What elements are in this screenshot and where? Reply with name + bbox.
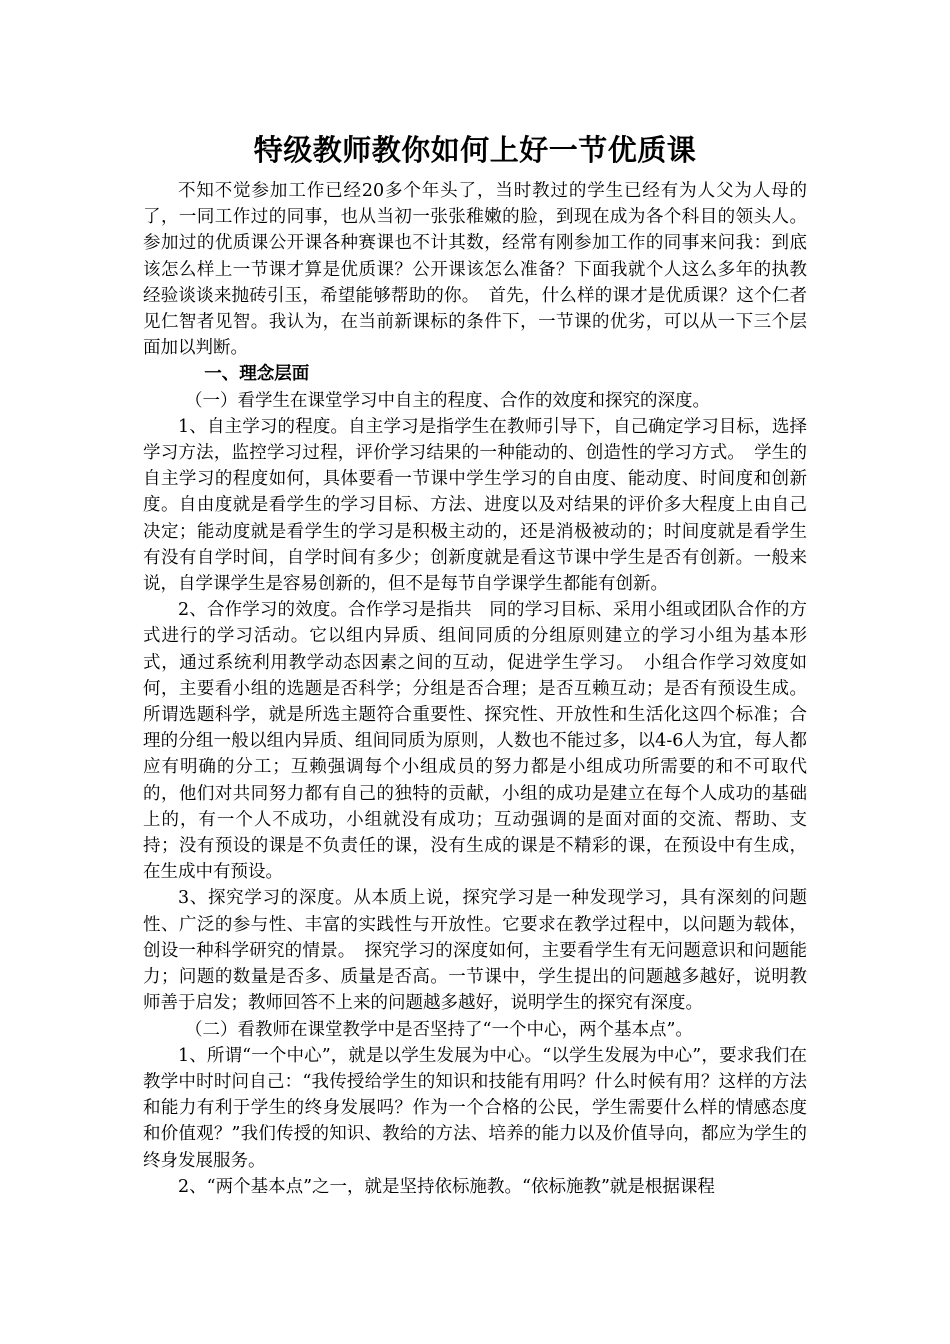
paragraph-self-learning: 1、自主学习的程度。自主学习是指学生在教师引导下，自己确定学习目标，选择学习方法，监控学习过程，评价学习结果的一种能动的、创造性的学习方式。 学生的自主学习的程度如何，具体要看一节课中学生学习的自由度、能动度、时间度和创新度。自由度就是看学生的学习目标、方法、进度以及对结果的评价多大程度上由自己决定；能动度就是看学生的学习是积极主动的，还是消极被动的；时间度就是看学生有没有自学时间，自学时间有多少；创新度就是看这节课中学生是否有创新。一般来说，自学课学生是容易创新的，但不是每节自学课学生都能有创新。 bbox=[143, 416, 807, 595]
paragraph-two-points: 2、“两个基本点”之一，就是坚持依标施教。“依标施教”就是根据课程 bbox=[178, 1176, 715, 1197]
document-title: 特级教师教你如何上好一节优质课 bbox=[253, 133, 697, 167]
document-body bbox=[143, 178, 807, 1200]
subsection-heading-1: （一）看学生在课堂学习中自主的程度、合作的效度和探究的深度。 bbox=[185, 390, 710, 411]
section-heading-concept: 一、理念层面 bbox=[204, 364, 310, 385]
paragraph-cooperative-learning: 2、合作学习的效度。合作学习是指共 同的学习目标、采用小组或团队合作的方式进行的学习活动。它以组内异质、组间同质的分组原则建立的学习小组为基本形式，通过系统利用教学动态因素之间的互动，促进学生学习。 小组合作学习效度如何，主要看小组的选题是否科学；分组是否合理；是否互赖互动；是否有预设生成。所谓选题科学，就是所选主题符合重要性、探究性、开放性和生活化这四个标准；合理的分组一般以组内异质、组间同质为原则，人数也不能过多，以4-6人为宜，每人都应有明确的分工；互赖强调每个小组成员的努力都是小组成功所需要的和不可取代的，他们对共同努力都有自己的独特的贡献，小组的成功是建立在每个人成功的基础上的，有一个人不成功，小组就没有成功；互动强调的是面对面的交流、帮助、支持；没有预设的课是不负责任的课，没有生成的课是不精彩的课，在预设中有生成，在生成中有预设。 bbox=[143, 600, 807, 883]
intro-paragraph: 不知不觉参加工作已经20多个年头了，当时教过的学生已经有为人父为人母的了，一同工作过的同事，也从当初一张张稚嫩的脸，到现在成为各个科目的领头人。参加过的优质课公开课各种赛课也不计其数，经常有刚参加工作的同事来问我：到底该怎么样上一节课才算是优质课？公开课该怎么准备？下面我就个人这么多年的执教经验谈谈来抛砖引玉，希望能够帮助的你。 首先，什么样的课才是优质课？这个仁者见仁智者见智。我认为，在当前新课标的条件下，一节课的优劣，可以从一下三个层面加以判断。 bbox=[143, 181, 807, 359]
paragraph-inquiry-learning: 3、探究学习的深度。从本质上说，探究学习是一种发现学习，具有深刻的问题性、广泛的参与性、丰富的实践性与开放性。它要求在教学过程中，以问题为载体，创设一种科学研究的情景。 探究学习的深度如何，主要看学生有无问题意识和问题能力；问题的数量是否多、质量是否高。一节课中，学生提出的问题越多越好，说明教师善于启发；教师回答不上来的问题越多越好，说明学生的探究有深度。 bbox=[143, 888, 807, 1014]
document-page bbox=[143, 128, 807, 1200]
paragraph-one-center: 1、所谓“一个中心”，就是以学生发展为中心。“以学生发展为中心”，要求我们在教学中时时问自己：“我传授给学生的知识和技能有用吗？什么时候有用？这样的方法和能力有利于学生的终身发展吗？作为一个合格的公民，学生需要什么样的情感态度和价值观？”我们传授的知识、教给的方法、培养的能力以及价值导向，都应为学生的终身发展服务。 bbox=[143, 1045, 807, 1171]
subsection-heading-2: （二）看教师在课堂教学中是否坚持了“一个中心，两个基本点”。 bbox=[185, 1019, 693, 1040]
